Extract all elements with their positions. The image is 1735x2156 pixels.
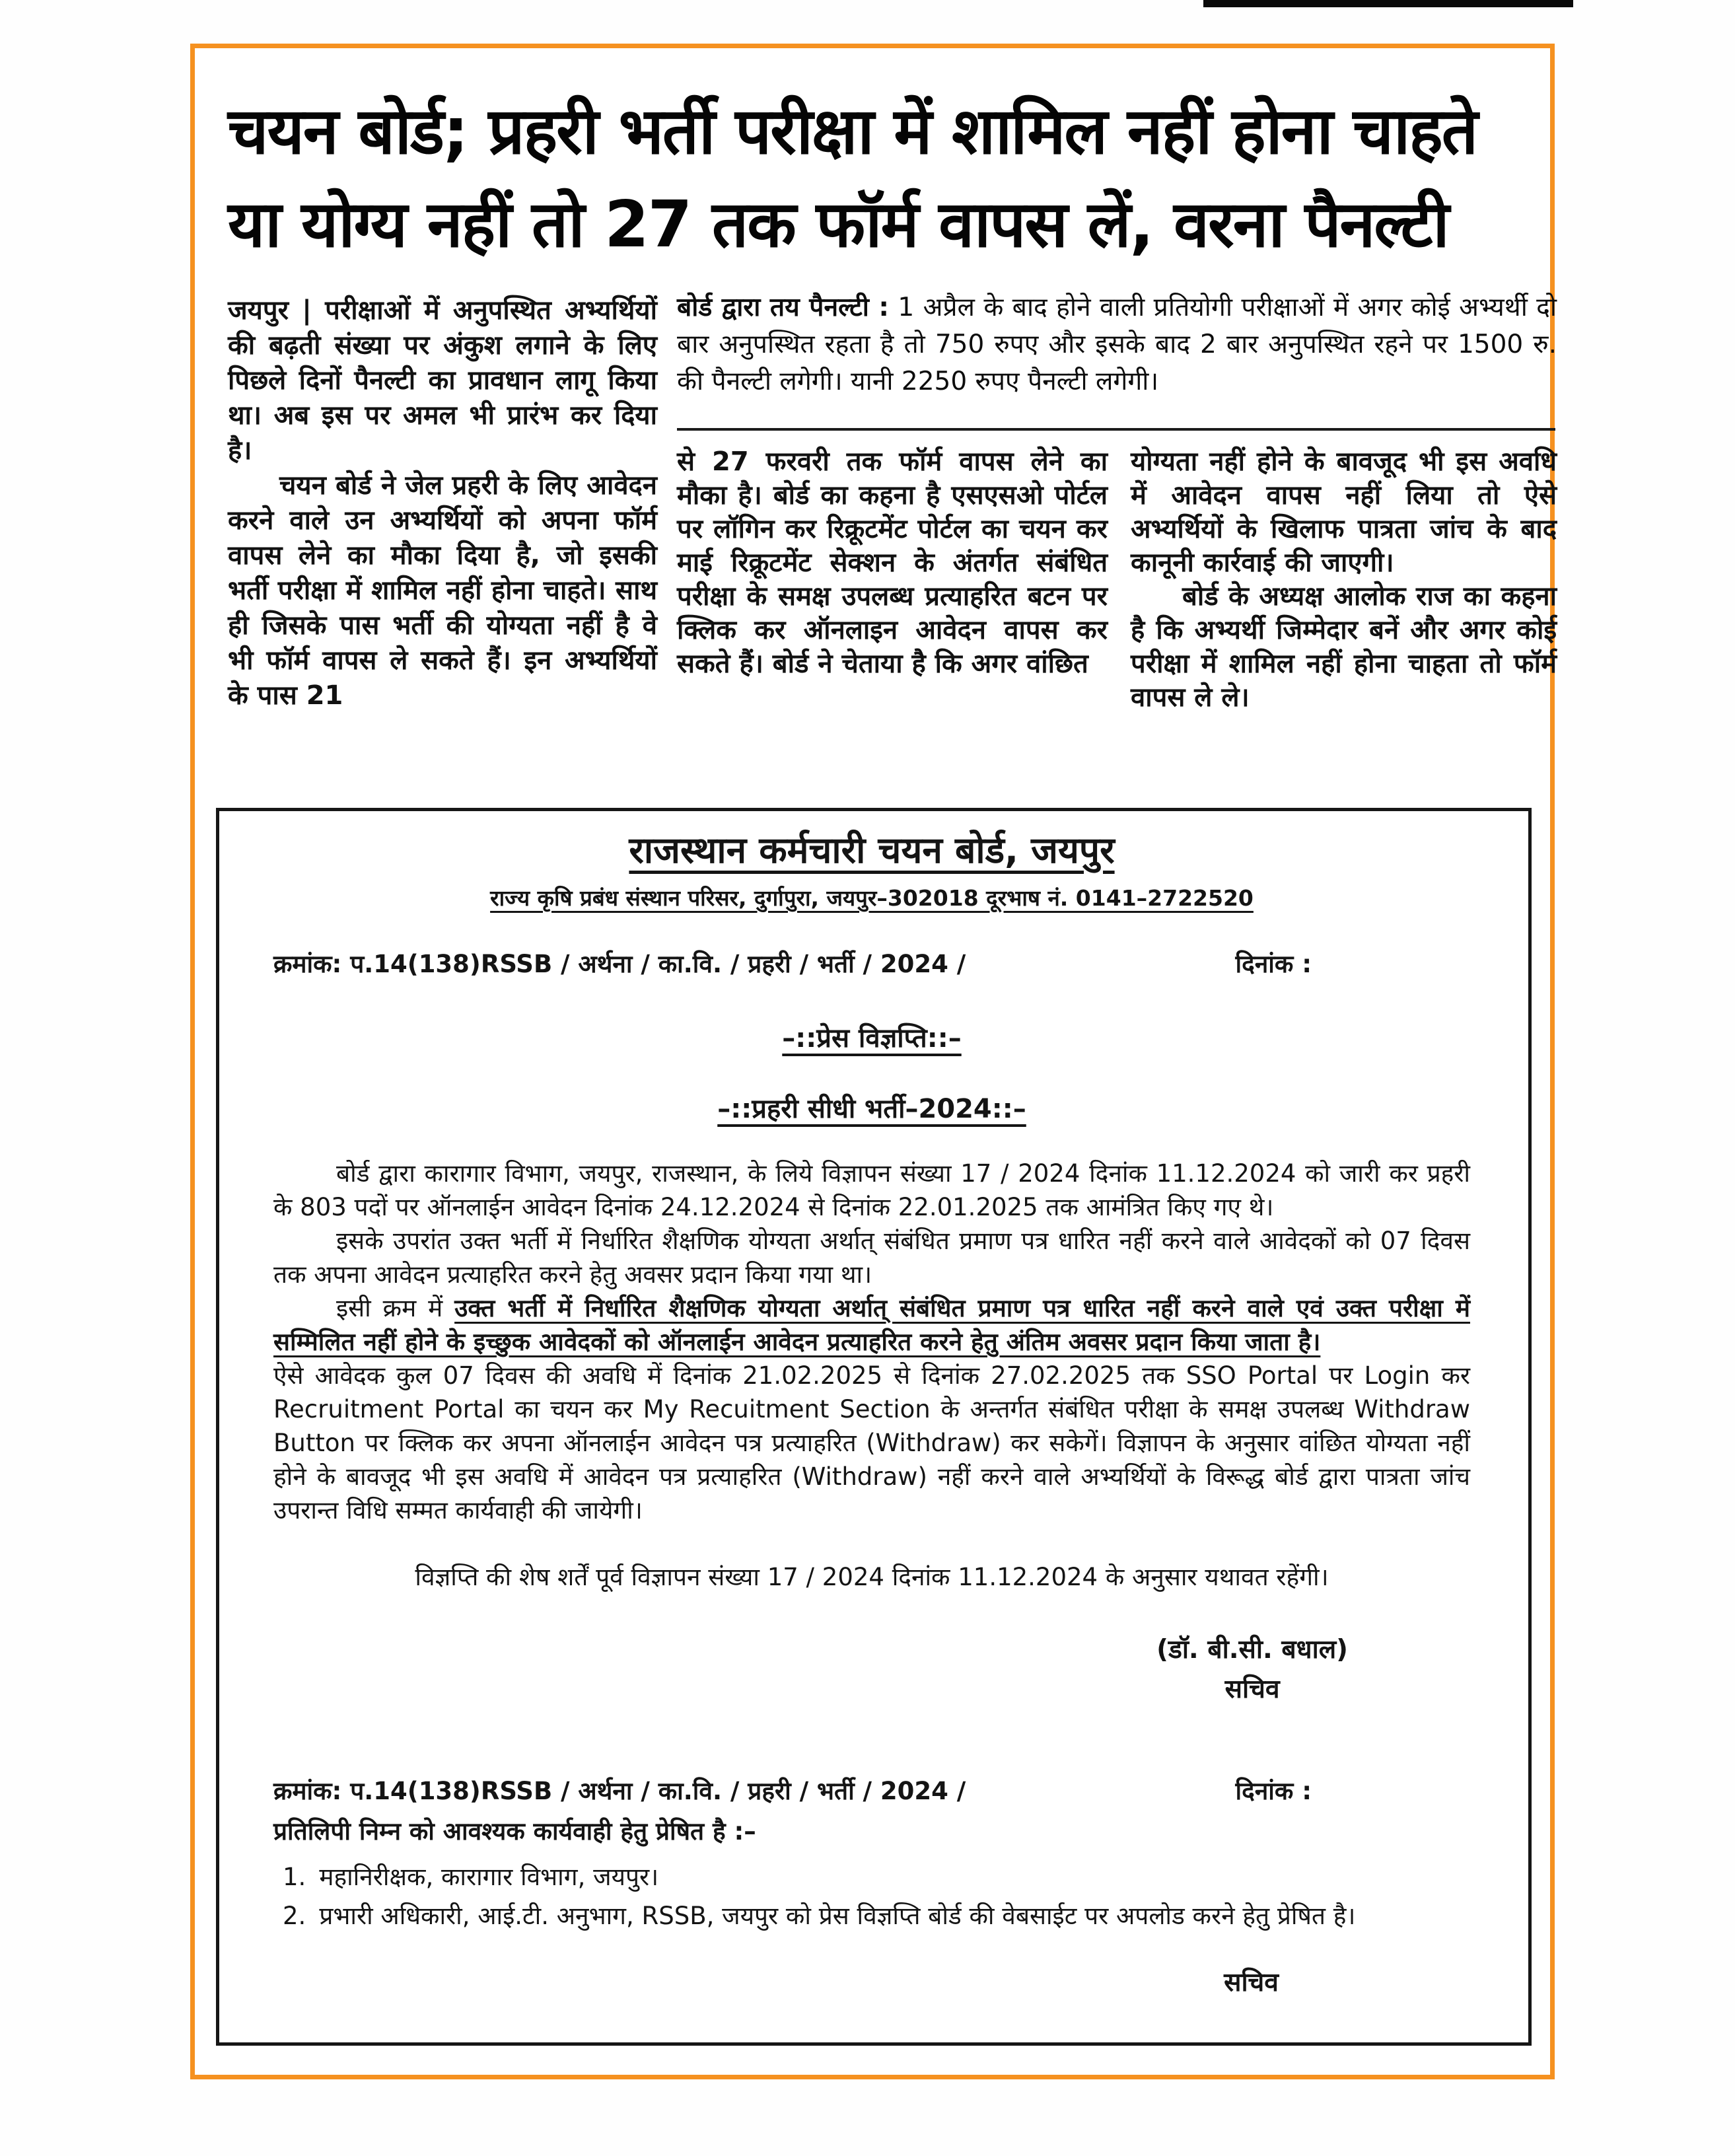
reference-row-bottom [273,1774,1470,1808]
signatory-title: सचिव [1224,1674,1280,1704]
press-paragraph-1: बोर्ड द्वारा कारागार विभाग, जयपुर, राजस्थान, के लिये विज्ञापन संख्या 17 / 2024 दिनांक 11.12.2024 को जारी कर प्रहरी के 803 पदों पर ऑनलाईन आवेदन दिनांक 24.12.2024 से दिनांक 22.01.2025 तक आमंत्रित किए गए थे। [273,1159,1470,1221]
press-release-body [273,1157,1470,1527]
reference-number: क्रमांक: प.14(138)RSSB / अर्थना / का.वि. / प्रहरी / भर्ती / 2024 / [273,950,966,978]
penalty-text: 1 अप्रैल के बाद होने वाली प्रतियोगी परीक्षाओं में अगर कोई अभ्यर्थी दो बार अनुपस्थित रहता है तो 750 रुपए और इसके बाद 2 बार अनुपस्थित रहने पर 1500 रु. की पैनल्टी लगेगी। यानी 2250 रुपए पैनल्टी लगेगी। [677,293,1557,396]
penalty-label: बोर्ड द्वारा तय पैनल्टी : [677,293,890,322]
signature-block [1156,1630,1348,1709]
newspaper-headline [228,85,1543,271]
copy-distribution-list [273,1857,1470,1935]
article-column-3 [1131,445,1557,715]
press-paragraph-3 [273,1291,1470,1359]
column1-paragraph-2: चयन बोर्ड ने जेल प्रहरी के लिए आवेदन करने वाले उन अभ्यर्थियों को अपना फॉर्म वापस लेने का मौका दिया है, जो इसकी भर्ती परीक्षा में शामिल नहीं होना चाहते। साथ ही जिसके पास भर्ती की योग्यता नहीं है वे भी फॉर्म वापस ले सकते हैं। इन अभ्यर्थियों के पास 21 [228,470,657,711]
article-column-2 [677,445,1108,681]
press-paragraph-3-lead: इसी क्रम में [336,1294,455,1322]
column1-paragraph-1 [228,293,657,468]
copy-distribution-heading: प्रतिलिपी निम्न को आवश्यक कार्यवाही हेतु प्रेषित है :– [273,1817,756,1846]
signatory-name: (डॉ. बी.सी. बधाल) [1156,1635,1348,1665]
organization-address: राज्य कृषि प्रबंध संस्थान परिसर, दुर्गापुरा, जयपुर–302018 दूरभाष नं. 0141–2722520 [490,885,1254,911]
copy-item-1-number: 1. [283,1863,306,1891]
copy-item-2 [273,1896,1470,1935]
dateline-separator: | [302,295,312,326]
press-paragraph-3-underlined: उक्त भर्ती में निर्धारित शैक्षणिक योग्यता अर्थात् संबंधित प्रमाण पत्र धारित नहीं करने वाले एवं उक्त परीक्षा में सम्मिलित नहीं होने के इच्छुक आवेदकों को ऑनलाईन आवेदन प्रत्याहरित करने हेतु अंतिम अवसर प्रदान किया जाता है। [273,1294,1470,1356]
copy-item-2-number: 2. [283,1902,306,1930]
press-paragraph-4: ऐसे आवेदक कुल 07 दिवस की अवधि में दिनांक 21.02.2025 से दिनांक 27.02.2025 तक SSO Portal पर Login कर Recruitment Portal का चयन कर My Recuitment Section के अन्तर्गत संबंधित परीक्षा के समक्ष उपलब्ध Withdraw Button पर क्लिक कर अपना ऑनलाईन आवेदन पत्र प्रत्याहरित (Withdraw) कर सकेगें। विज्ञापन के अनुसार वांछित योग्यता नहीं होने के बावजूद भी इस अवधि में आवेदन पत्र प्रत्याहरित (Withdraw) नहीं करने वाले अभ्यर्थियों के विरूद्ध बोर्ड द्वारा पात्रता जांच उपरान्त विधि सम्मत कार्यवाही की जायेगी। [273,1361,1470,1525]
organization-title: राजस्थान कर्मचारी चयन बोर्ड, जयपुर [629,829,1115,871]
closing-conditions-line: विज्ञप्ति की शेष शर्तें पूर्व विज्ञापन संख्या 17 / 2024 दिनांक 11.12.2024 के अनुसार यथावत रहेंगी। [415,1563,1329,1591]
press-paragraph-2: इसके उपरांत उक्त भर्ती में निर्धारित शैक्षणिक योग्यता अर्थात् संबंधित प्रमाण पत्र धारित नहीं करने वाले आवेदकों को 07 दिवस तक अपना आवेदन प्रत्याहरित करने हेतु अवसर प्रदान किया गया था। [273,1227,1470,1289]
footer-secretary: सचिव [1224,1968,1279,1997]
column3-paragraph-2: बोर्ड के अध्यक्ष आलोक राज का कहना है कि अभ्यर्थी जिम्मेदार बनें और अगर कोई परीक्षा में शामिल नहीं होना चाहता तो फॉर्म वापस ले ले। [1131,581,1557,713]
penalty-note [677,289,1557,400]
date-label: दिनांक : [1235,950,1312,978]
recruitment-heading: –::प्रहरी सीधी भर्ती–2024::– [717,1094,1026,1124]
column-divider-rule [677,428,1555,431]
press-note-heading: –::प्रेस विज्ञप्ति::– [782,1023,962,1054]
headline-line-2: या योग्य नहीं तो 27 तक फॉर्म वापस लें, वरना पैनल्टी [228,187,1448,262]
reference-number-2: क्रमांक: प.14(138)RSSB / अर्थना / का.वि. / प्रहरी / भर्ती / 2024 / [273,1777,966,1805]
copy-item-1-text: महानिरीक्षक, कारागार विभाग, जयपुर। [319,1863,659,1891]
dateline: जयपुर [228,295,289,326]
copy-item-1 [273,1857,1470,1896]
copy-item-2-text: प्रभारी अधिकारी, आई.टी. अनुभाग, RSSB, जयपुर को प्रेस विज्ञप्ति बोर्ड की वेबसाईट पर अपलोड करने हेतु प्रेषित है। [319,1902,1356,1930]
signature-row [273,1630,1470,1709]
article-column-1 [228,293,657,713]
reference-row-top [273,947,1470,981]
headline-line-1: चयन बोर्ड; प्रहरी भर्ती परीक्षा में शामिल नहीं होना चाहते [228,94,1477,168]
press-release-box [216,808,1532,2046]
column2-paragraph-1: से 27 फरवरी तक फॉर्म वापस लेने का मौका है। बोर्ड का कहना है एसएसओ पोर्टल पर लॉगिन कर रिक्रूटमेंट पोर्टल का चयन कर माई रिक्रूटमेंट सेक्शन के अंतर्गत संबंधित परीक्षा के समक्ष उपलब्ध प्रत्याहरित बटन पर क्लिक कर ऑनलाइन आवेदन वापस कर सकते हैं। बोर्ड ने चेताया है कि अगर वांछित [677,447,1108,679]
scan-artifact-strip [1203,0,1573,7]
column1-paragraph-1-text: परीक्षाओं में अनुपस्थित अभ्यर्थियों की बढ़ती संख्या पर अंकुश लगाने के लिए पिछले दिनों पैनल्टी का प्रावधान लागू किया था। अब इस पर अमल भी प्रारंभ कर दिया है। [228,295,657,466]
column3-paragraph-1: योग्यता नहीं होने के बावजूद भी इस अवधि में आवेदन वापस नहीं लिया तो ऐसे अभ्यर्थियों के खिलाफ पात्रता जांच के बाद कानूनी कार्रवाई की जाएगी। [1131,447,1557,578]
date-label-2: दिनांक : [1235,1777,1312,1805]
